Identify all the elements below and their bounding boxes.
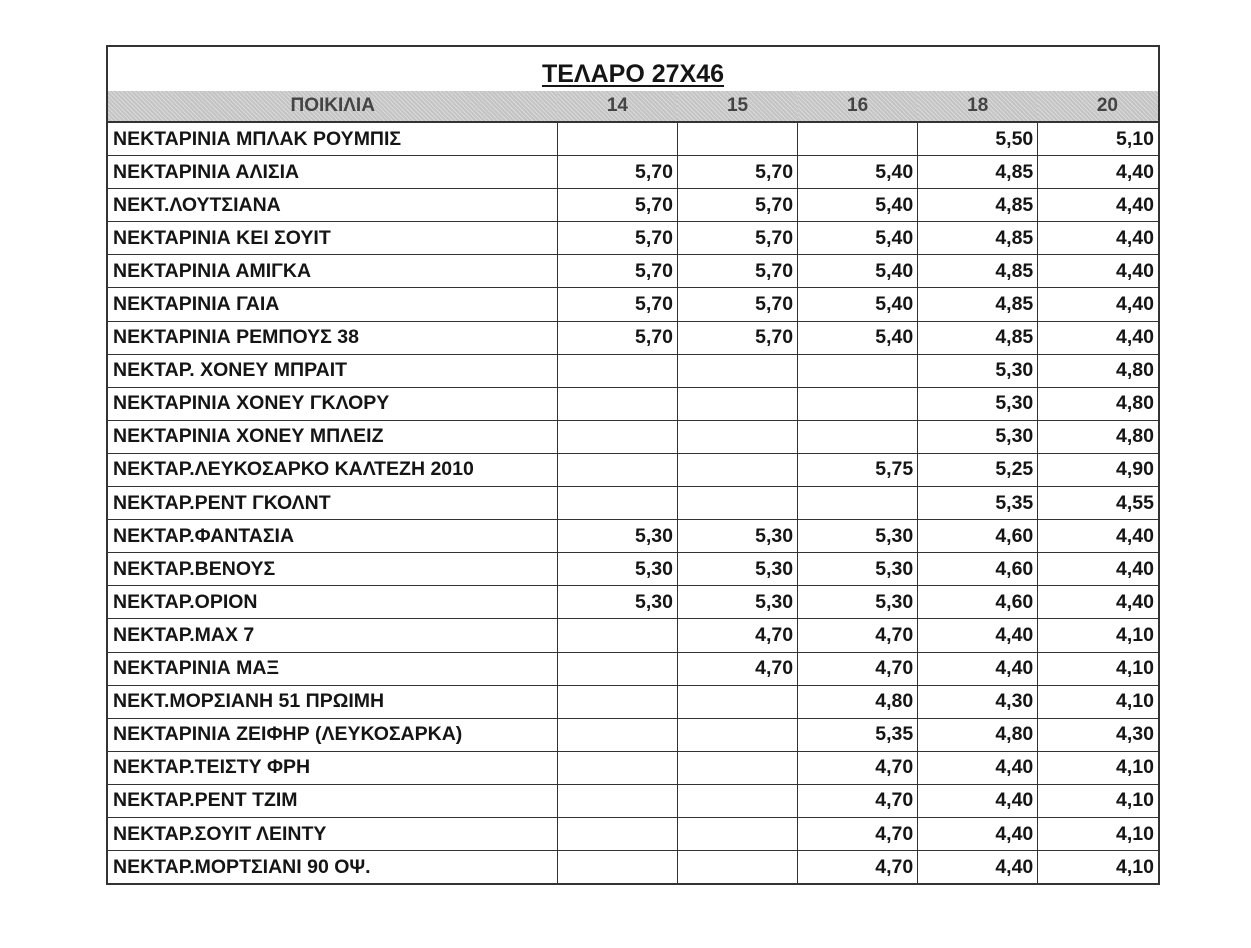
header-size-14: 14 [557, 91, 677, 122]
price-cell-size-20: 4,40 [1038, 189, 1158, 222]
price-cell-size-15 [677, 851, 797, 884]
price-cell-size-15: 5,70 [677, 222, 797, 255]
table-row [108, 487, 1158, 520]
table-row [108, 387, 1158, 420]
price-cell-size-14 [557, 420, 677, 453]
price-cell-size-20: 4,80 [1038, 420, 1158, 453]
price-cell-size-15 [677, 487, 797, 520]
price-cell-size-20: 4,10 [1038, 619, 1158, 652]
price-cell-size-16: 4,70 [798, 784, 918, 817]
variety-name-cell: ΝΕΚΤΑΡ.ΟΡΙΟΝ [108, 586, 557, 619]
price-cell-size-18: 4,40 [918, 784, 1038, 817]
table-row [108, 553, 1158, 586]
price-cell-size-20: 4,10 [1038, 751, 1158, 784]
price-cell-size-20: 4,40 [1038, 288, 1158, 321]
price-cell-size-16: 5,35 [798, 718, 918, 751]
price-cell-size-18: 4,60 [918, 520, 1038, 553]
price-cell-size-18: 5,35 [918, 487, 1038, 520]
price-cell-size-15: 5,30 [677, 586, 797, 619]
price-cell-size-16 [798, 420, 918, 453]
price-cell-size-18: 5,30 [918, 354, 1038, 387]
price-cell-size-20: 5,10 [1038, 122, 1158, 156]
title-row [108, 47, 1158, 91]
table-row [108, 652, 1158, 685]
price-cell-size-18: 4,80 [918, 718, 1038, 751]
table-row [108, 321, 1158, 354]
price-cell-size-14 [557, 751, 677, 784]
price-cell-size-16: 4,70 [798, 751, 918, 784]
price-cell-size-16: 5,75 [798, 453, 918, 486]
price-cell-size-16: 5,40 [798, 189, 918, 222]
price-cell-size-14: 5,30 [557, 586, 677, 619]
table-row [108, 122, 1158, 156]
price-cell-size-14 [557, 487, 677, 520]
table-row [108, 520, 1158, 553]
table-row [108, 586, 1158, 619]
variety-name-cell: ΝΕΚΤΑΡ.ΦΑΝΤΑΣΙΑ [108, 520, 557, 553]
price-cell-size-14 [557, 354, 677, 387]
price-cell-size-20: 4,90 [1038, 453, 1158, 486]
variety-name-cell: ΝΕΚΤΑΡΙΝΙΑ ΜΠΛΑΚ ΡΟΥΜΠΙΣ [108, 122, 557, 156]
price-cell-size-14 [557, 817, 677, 850]
price-cell-size-15 [677, 354, 797, 387]
price-cell-size-15 [677, 122, 797, 156]
price-table-sheet [106, 45, 1160, 885]
price-cell-size-20: 4,10 [1038, 652, 1158, 685]
price-cell-size-18: 4,85 [918, 156, 1038, 189]
variety-name-cell: ΝΕΚΤ.ΜΟΡΣΙΑΝΗ 51 ΠΡΩΙΜΗ [108, 685, 557, 718]
price-cell-size-18: 4,85 [918, 321, 1038, 354]
price-cell-size-18: 4,30 [918, 685, 1038, 718]
price-cell-size-18: 4,85 [918, 189, 1038, 222]
price-cell-size-16: 4,80 [798, 685, 918, 718]
price-cell-size-15 [677, 685, 797, 718]
price-cell-size-18: 4,40 [918, 817, 1038, 850]
price-cell-size-16: 4,70 [798, 619, 918, 652]
price-cell-size-14: 5,70 [557, 255, 677, 288]
variety-name-cell: ΝΕΚΤΑΡΙΝΙΑ ΚΕΙ ΣΟΥΙΤ [108, 222, 557, 255]
variety-name-cell: ΝΕΚΤΑΡ.ΜΟΡΤΣΙΑΝΙ 90 ΟΨ. [108, 851, 557, 884]
price-cell-size-20: 4,10 [1038, 685, 1158, 718]
price-cell-size-16 [798, 387, 918, 420]
price-cell-size-20: 4,40 [1038, 222, 1158, 255]
price-cell-size-14 [557, 685, 677, 718]
variety-name-cell: ΝΕΚΤΑΡ.ΡΕΝΤ ΤΖΙΜ [108, 784, 557, 817]
price-cell-size-16: 5,40 [798, 321, 918, 354]
table-row [108, 288, 1158, 321]
price-cell-size-14: 5,70 [557, 321, 677, 354]
price-cell-size-14 [557, 652, 677, 685]
price-cell-size-18: 4,40 [918, 619, 1038, 652]
price-cell-size-16 [798, 354, 918, 387]
table-row [108, 420, 1158, 453]
table-row [108, 255, 1158, 288]
table-row [108, 817, 1158, 850]
price-cell-size-14 [557, 122, 677, 156]
price-cell-size-18: 5,30 [918, 387, 1038, 420]
price-cell-size-20: 4,10 [1038, 784, 1158, 817]
price-cell-size-18: 4,60 [918, 553, 1038, 586]
price-cell-size-18: 4,85 [918, 255, 1038, 288]
table-row [108, 453, 1158, 486]
price-cell-size-18: 4,85 [918, 288, 1038, 321]
price-cell-size-20: 4,40 [1038, 586, 1158, 619]
header-variety: ΠΟΙΚΙΛΙΑ [108, 91, 557, 122]
price-cell-size-18: 4,60 [918, 586, 1038, 619]
price-cell-size-15 [677, 718, 797, 751]
variety-name-cell: ΝΕΚΤΑΡΙΝΙΑ ΑΜΙΓΚΑ [108, 255, 557, 288]
price-cell-size-16: 5,40 [798, 255, 918, 288]
price-cell-size-20: 4,40 [1038, 156, 1158, 189]
price-cell-size-14 [557, 619, 677, 652]
price-cell-size-15 [677, 817, 797, 850]
table-row [108, 718, 1158, 751]
price-cell-size-15 [677, 387, 797, 420]
variety-name-cell: ΝΕΚΤΑΡΙΝΙΑ ΡΕΜΠΟΥΣ 38 [108, 321, 557, 354]
price-cell-size-15: 5,70 [677, 321, 797, 354]
price-cell-size-15 [677, 453, 797, 486]
variety-name-cell: ΝΕΚΤΑΡ.ΜΑΧ 7 [108, 619, 557, 652]
price-cell-size-16: 5,30 [798, 586, 918, 619]
header-size-16: 16 [798, 91, 918, 122]
price-cell-size-18: 4,40 [918, 652, 1038, 685]
header-size-15: 15 [677, 91, 797, 122]
price-cell-size-14 [557, 453, 677, 486]
price-cell-size-20: 4,10 [1116, 855, 1154, 878]
price-cell-size-18: 5,25 [918, 453, 1038, 486]
price-cell-size-18: 4,40 [918, 751, 1038, 784]
table-title: ΤΕΛΑΡΟ 27Χ46 [541, 60, 725, 88]
table-row [108, 189, 1158, 222]
price-cell-size-20: 4,10 [1038, 817, 1158, 850]
price-cell-size-14: 5,70 [557, 288, 677, 321]
table-row [108, 851, 1158, 884]
table-row [108, 354, 1158, 387]
price-cell-size-16: 5,30 [798, 520, 918, 553]
price-cell-size-14: 5,70 [557, 156, 677, 189]
price-cell-size-14: 5,30 [557, 520, 677, 553]
price-cell-size-14 [557, 387, 677, 420]
variety-name-cell: ΝΕΚΤΑΡ.ΤΕΙΣΤΥ ΦΡΗ [108, 751, 557, 784]
price-cell-size-18: 5,50 [918, 122, 1038, 156]
price-cell-size-16: 5,40 [798, 222, 918, 255]
variety-name-cell: ΝΕΚΤΑΡΙΝΙΑ ΑΛΙΣΙΑ [108, 156, 557, 189]
variety-name-cell: ΝΕΚΤ.ΛΟΥΤΣΙΑΝΑ [108, 189, 557, 222]
price-cell-size-18: 4,40 [918, 851, 1038, 884]
price-cell-size-14: 5,70 [557, 222, 677, 255]
price-cell-size-20: 4,40 [1038, 255, 1158, 288]
header-size-18: 18 [918, 91, 1038, 122]
variety-name-cell: ΝΕΚΤΑΡΙΝΙΑ ΜΑΞ [108, 652, 557, 685]
price-cell-size-20: 4,40 [1038, 553, 1158, 586]
price-cell-size-16: 4,70 [798, 817, 918, 850]
price-cell-size-15 [677, 751, 797, 784]
price-cell-size-15: 4,70 [677, 619, 797, 652]
variety-name-cell: ΝΕΚΤΑΡΙΝΙΑ ΓΑΙΑ [108, 288, 557, 321]
table-row [108, 685, 1158, 718]
price-table [108, 47, 1158, 883]
table-row [108, 751, 1158, 784]
price-cell-size-15: 4,70 [677, 652, 797, 685]
variety-name-cell: ΝΕΚΤΑΡΙΝΙΑ ΧΟΝΕΥ ΓΚΛΟΡΥ [108, 387, 557, 420]
price-cell-size-15: 5,70 [677, 288, 797, 321]
table-title-cell [108, 47, 1158, 91]
price-cell-size-15: 5,30 [677, 520, 797, 553]
price-cell-size-14 [557, 784, 677, 817]
header-size-20: 20 [1038, 91, 1158, 122]
table-row [108, 619, 1158, 652]
header-row [108, 91, 1158, 122]
price-cell-size-18: 5,30 [918, 420, 1038, 453]
table-row [108, 222, 1158, 255]
price-cell-size-15: 5,30 [677, 553, 797, 586]
price-cell-size-20: 4,80 [1038, 387, 1158, 420]
price-cell-size-14: 5,30 [557, 553, 677, 586]
price-cell-size-20: 4,40 [1038, 321, 1158, 354]
price-cell-size-14 [557, 851, 677, 884]
price-cell-size-18: 4,85 [918, 222, 1038, 255]
price-cell-size-16: 5,40 [798, 288, 918, 321]
table-body [108, 122, 1158, 883]
table-row [108, 784, 1158, 817]
variety-name-cell: ΝΕΚΤΑΡ.ΣΟΥΙΤ ΛΕΙΝΤΥ [108, 817, 557, 850]
variety-name-cell: ΝΕΚΤΑΡ.ΡΕΝΤ ΓΚΟΛΝΤ [108, 487, 557, 520]
variety-name-cell: ΝΕΚΤΑΡ.ΒΕΝΟΥΣ [108, 553, 557, 586]
price-cell-size-16 [798, 487, 918, 520]
price-cell-size-16 [798, 122, 918, 156]
price-cell-size-15 [677, 784, 797, 817]
price-cell-size-20: 4,30 [1038, 718, 1158, 751]
price-cell-size-16: 4,70 [798, 851, 918, 884]
price-cell-size-20: 4,40 [1038, 520, 1158, 553]
price-cell-size-20: 4,80 [1038, 354, 1158, 387]
variety-name-cell: ΝΕΚΤΑΡ.ΛΕΥΚΟΣΑΡΚΟ ΚΑΛΤΕΖΗ 2010 [108, 453, 557, 486]
variety-name-cell: ΝΕΚΤΑΡΙΝΙΑ ΧΟΝΕΥ ΜΠΛΕΙΖ [108, 420, 557, 453]
price-cell-size-20: 4,55 [1038, 487, 1158, 520]
table-row [108, 156, 1158, 189]
price-cell-size-15: 5,70 [677, 255, 797, 288]
price-cell-size-16: 4,70 [798, 652, 918, 685]
price-cell-size-15: 5,70 [677, 156, 797, 189]
price-cell-size-15 [677, 420, 797, 453]
price-cell-size-14: 5,70 [557, 189, 677, 222]
price-cell-size-16: 5,30 [798, 553, 918, 586]
price-cell-size-14 [557, 718, 677, 751]
variety-name-cell: ΝΕΚΤΑΡ. ΧΟΝΕΥ ΜΠΡΑΙΤ [108, 354, 557, 387]
price-cell-size-16: 5,40 [798, 156, 918, 189]
variety-name-cell: ΝΕΚΤΑΡΙΝΙΑ ΖΕΙΦΗΡ (ΛΕΥΚΟΣΑΡΚΑ) [108, 718, 557, 751]
price-cell-size-15: 5,70 [677, 189, 797, 222]
